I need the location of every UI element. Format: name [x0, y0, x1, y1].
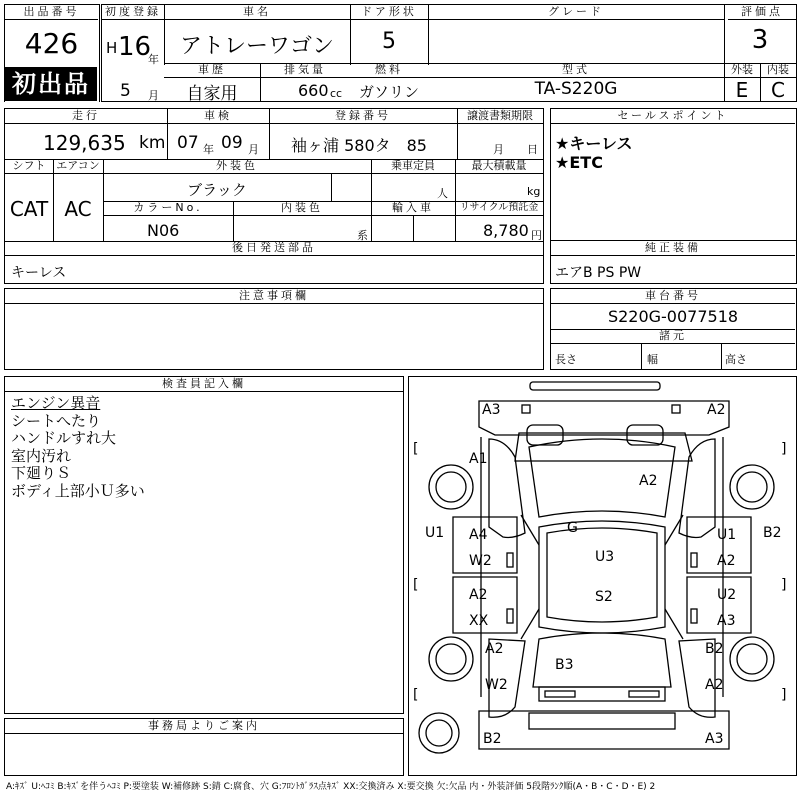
- genuine-equipment-box: [550, 240, 797, 284]
- first-listing-badge: 初出品: [5, 67, 97, 101]
- month: 5: [120, 81, 131, 101]
- era: H: [106, 39, 118, 57]
- genuine-label: 純正装備: [551, 241, 795, 256]
- chassis-box: [550, 288, 797, 370]
- inspector-note: ボディ上部小Ｕ多い: [11, 481, 145, 500]
- caution-label: 注意事項欄: [5, 289, 543, 304]
- bracket-mark: ]: [781, 577, 787, 593]
- year-unit: 年: [148, 53, 159, 66]
- mileage-unit: km: [139, 133, 166, 153]
- grade-label: グレード: [428, 5, 724, 20]
- damage-label: G: [567, 520, 578, 536]
- legend: A:ｷｽﾞ U:ﾍｺﾐ B:ｷｽﾞを伴うﾍｺﾐ P:要塗装 W:補修跡 S:錆 C:腐食、穴 G:ﾌﾛﾝﾄｶﾞﾗｽ点ｷｽﾞ XX:交換済み X:要交換 欠:欠品 内・外装評価 5段階ﾗﾝｸ順(A・B・C・D・E) 2: [6, 782, 656, 792]
- bracket-mark: ]: [781, 441, 787, 457]
- damage-label: A4: [469, 527, 488, 543]
- shift-label: シフト: [5, 159, 53, 174]
- damage-label: B3: [555, 657, 574, 673]
- damage-label: W2: [469, 553, 492, 569]
- recycle-unit: 円: [531, 229, 542, 242]
- displacement-label: 排気量: [260, 63, 350, 78]
- damage-label: U1: [425, 525, 445, 541]
- history-label: 車歴: [164, 63, 260, 78]
- displacement: 660: [298, 81, 329, 100]
- height-label: 高さ: [725, 353, 747, 366]
- model-label: 型式: [428, 63, 724, 78]
- length-label: 長さ: [555, 353, 577, 366]
- damage-label: A3: [717, 613, 736, 629]
- damage-label: B2: [705, 641, 724, 657]
- recycle-label: リサイクル預託金: [455, 201, 543, 216]
- later-parts-value: キーレス: [11, 265, 67, 281]
- inspection-year-unit: 年: [203, 143, 214, 156]
- reg-no-label: 登録番号: [269, 109, 457, 124]
- int-color-label: 内装色: [233, 201, 371, 216]
- office-label: 事務局よりご案内: [5, 719, 403, 734]
- chassis-label: 車台番号: [551, 289, 795, 304]
- bracket-mark: [: [413, 577, 419, 593]
- load-label: 最大積載量: [455, 159, 543, 174]
- car-body-diagram: [409, 377, 795, 774]
- damage-label: A3: [482, 402, 501, 418]
- damage-label: W2: [485, 677, 508, 693]
- inspector-box: [4, 376, 404, 714]
- inspector-note: 室内汚れ: [11, 446, 72, 465]
- year: 16: [118, 32, 152, 62]
- displacement-unit: cc: [330, 87, 343, 100]
- inspector-note: 下廻りＳ: [11, 464, 72, 482]
- damage-label: B2: [763, 525, 782, 541]
- inspection-month: 09: [221, 133, 243, 153]
- sales-label: セールスポイント: [551, 109, 795, 124]
- transfer-day: 日: [527, 143, 538, 156]
- ac-label: エアコン: [53, 159, 103, 174]
- doors: 5: [382, 29, 396, 54]
- damage-label: S2: [595, 589, 613, 605]
- width-label: 幅: [647, 353, 658, 366]
- office-box: [4, 718, 404, 776]
- damage-label: A1: [469, 451, 488, 467]
- transfer-month: 月: [493, 143, 504, 156]
- int-label: 内装: [760, 63, 796, 78]
- header-grid: [101, 4, 797, 102]
- damage-label: U1: [717, 527, 737, 543]
- lot-no: 426: [24, 27, 79, 60]
- caution-box: [4, 288, 544, 370]
- bracket-mark: ]: [781, 687, 787, 703]
- reg-no: 袖ヶ浦 580タ 85: [291, 136, 427, 155]
- car-name-label: 車名: [164, 5, 350, 20]
- month-unit: 月: [148, 89, 159, 102]
- ext-label: 外装: [724, 63, 760, 78]
- damage-label: U3: [595, 549, 615, 565]
- vehicle-info-grid: [4, 108, 544, 284]
- shift: CAT: [9, 197, 49, 221]
- damage-label: A2: [639, 473, 658, 489]
- capacity-label: 乗車定員: [371, 159, 455, 174]
- damage-label: A2: [705, 677, 724, 693]
- damage-label: U2: [717, 587, 737, 603]
- fuel-label: 燃料: [350, 63, 428, 78]
- ext-color-label: 外装色: [103, 159, 371, 174]
- sales-point-1: ★キーレス: [555, 134, 633, 153]
- lot-no-label: 出品番号: [5, 5, 98, 20]
- bracket-mark: [: [413, 441, 419, 457]
- inspection-label: 車検: [167, 109, 269, 124]
- inspection-year: 07: [177, 133, 199, 153]
- score: 3: [751, 25, 769, 55]
- load-unit: kg: [527, 185, 541, 198]
- first-reg-label: 初度登録: [102, 5, 164, 20]
- capacity-unit: 人: [437, 187, 448, 200]
- mileage-label: 走行: [5, 109, 167, 124]
- damage-label: A2: [469, 587, 488, 603]
- inspector-label: 検査員記入欄: [5, 377, 403, 392]
- mileage: 129,635: [43, 131, 126, 155]
- door-label: ドア形状: [350, 5, 428, 20]
- history: 自家用: [186, 84, 238, 104]
- color-no-label: カラーNo.: [103, 201, 233, 216]
- transfer-label: 譲渡書類期限: [457, 109, 543, 124]
- ext-color: ブラック: [187, 181, 247, 199]
- inspector-note: エンジン異音: [11, 394, 101, 412]
- dims-label: 諸元: [551, 329, 795, 344]
- damage-label: A2: [707, 402, 726, 418]
- damage-label: A2: [485, 641, 504, 657]
- inspection-month-unit: 月: [248, 143, 259, 156]
- car-diagram-box: [408, 376, 797, 776]
- model: TA-S220G: [534, 79, 618, 99]
- sales-points-box: [550, 108, 797, 242]
- bracket-mark: [: [413, 687, 419, 703]
- later-parts-label: 後日発送部品: [5, 241, 543, 256]
- chassis-number: S220G-0077518: [607, 307, 739, 326]
- import-label: 輸入車: [371, 201, 455, 216]
- ext-grade: E: [735, 78, 749, 102]
- damage-label: A3: [705, 731, 724, 747]
- genuine-value: エアB PS PW: [555, 265, 642, 281]
- sales-point-2: ★ETC: [555, 153, 603, 172]
- damage-label: B2: [483, 731, 502, 747]
- inspector-note: シートへたり: [11, 411, 102, 430]
- damage-label: A2: [717, 553, 736, 569]
- int-grade: C: [771, 78, 785, 102]
- color-no: N06: [147, 221, 180, 240]
- damage-label: XX: [469, 613, 489, 629]
- recycle-fee: 8,780: [483, 221, 529, 240]
- car-name: アトレーワゴン: [179, 34, 334, 59]
- fuel: ガソリン: [358, 83, 419, 101]
- score-label: 評価点: [728, 5, 796, 20]
- ac: AC: [64, 197, 92, 221]
- inspector-note: ハンドルすれ大: [11, 429, 117, 447]
- int-color-unit: 系: [357, 229, 368, 242]
